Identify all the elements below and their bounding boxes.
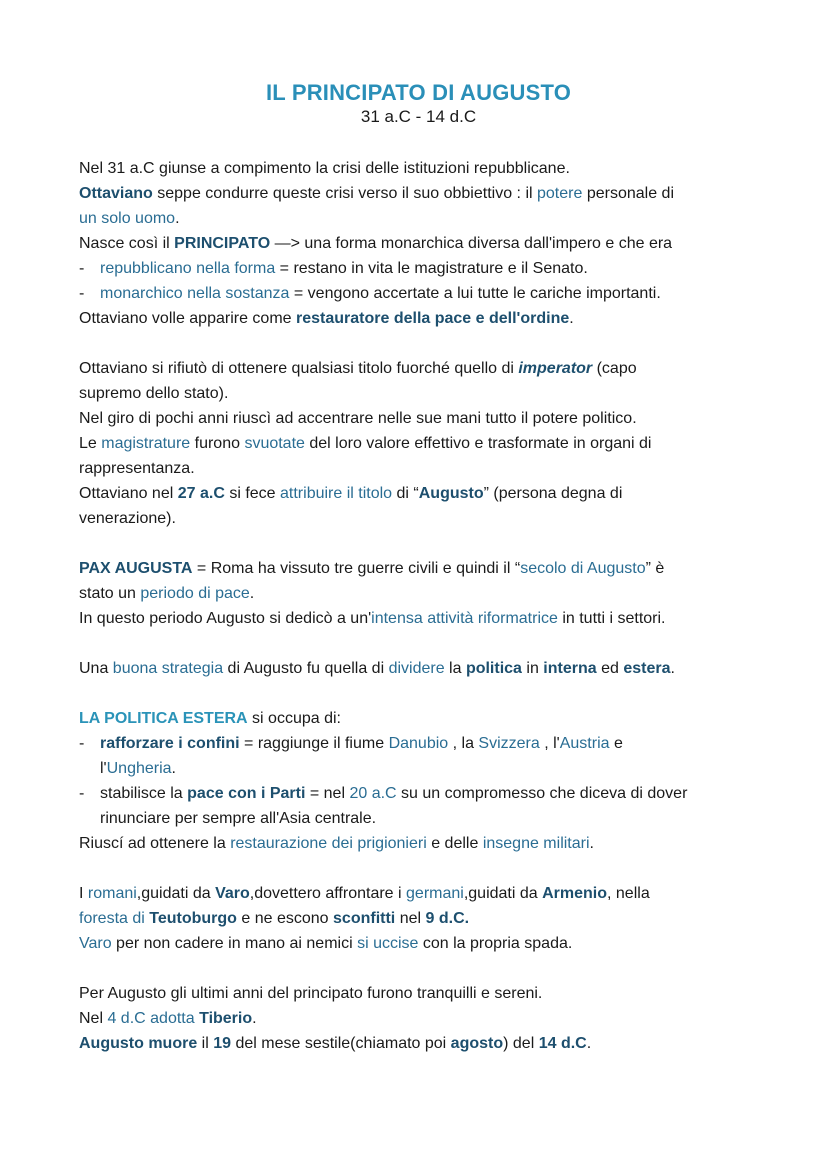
- paragraph-line: Nel 4 d.C adotta Tiberio.: [79, 1010, 257, 1027]
- paragraph-line: Augusto muore il 19 del mese sestile(chiamato poi agosto) del 14 d.C.: [79, 1035, 592, 1052]
- paragraph-line: Ottaviano volle apparire come restauratore della pace e dell'ordine.: [79, 310, 574, 327]
- document-body: [79, 156, 758, 1056]
- paragraph-line: Riuscí ad ottenere la restaurazione dei prigionieri e delle insegne militari.: [79, 835, 594, 852]
- paragraph-line: In questo periodo Augusto si dedicò a un'intensa attività riformatrice in tutti i settori.: [79, 610, 666, 627]
- paragraph-line: Ottaviano nel 27 a.C si fece attribuire il titolo di “Augusto” (persona degna di: [79, 485, 623, 502]
- paragraph-line: Nel giro di pochi anni riuscì ad accentrare nelle sue mani tutto il potere politico.: [79, 410, 637, 427]
- paragraph-line: Ottaviano seppe condurre queste crisi verso il suo obbiettivo : il potere personale di: [79, 185, 674, 202]
- paragraph-line: Nasce così il PRINCIPATO —> una forma monarchica diversa dall'impero e che era: [79, 235, 673, 252]
- list-item: - stabilisce la pace con i Parti = nel 20 a.C su un compromesso che diceva di dover rinunciare per sempre all'Asia centrale.: [79, 785, 688, 827]
- paragraph-line: rappresentanza.: [79, 460, 195, 477]
- paragraph-line: venerazione).: [79, 510, 176, 527]
- paragraph-line: I romani,guidati da Varo,dovettero affrontare i germani,guidati da Armenio, nella: [79, 885, 650, 902]
- list-item: - repubblicano nella forma = restano in vita le magistrature e il Senato.: [79, 260, 588, 277]
- page-subtitle: 31 a.C - 14 d.C: [360, 107, 477, 126]
- paragraph-line: stato un periodo di pace.: [79, 585, 255, 602]
- list-item: - rafforzare i confini = raggiunge il fiume Danubio , la Svizzera , l'Austria e l'Ungheria.: [79, 735, 623, 777]
- paragraph-line: Varo per non cadere in mano ai nemici si uccise con la propria spada.: [79, 935, 573, 952]
- paragraph-line: PAX AUGUSTA = Roma ha vissuto tre guerre civili e quindi il “secolo di Augusto” è: [79, 560, 665, 577]
- paragraph-line: Ottaviano si rifiutò di ottenere qualsiasi titolo fuorché quello di imperator (capo: [79, 360, 637, 377]
- paragraph-line: Nel 31 a.C giunse a compimento la crisi delle istituzioni repubblicane.: [79, 160, 570, 177]
- paragraph-line: Una buona strategia di Augusto fu quella di dividere la politica in interna ed estera.: [79, 660, 675, 677]
- list-item: - monarchico nella sostanza = vengono accertate a lui tutte le cariche importanti.: [79, 285, 661, 302]
- section-heading-line: LA POLITICA ESTERA si occupa di:: [79, 710, 341, 727]
- paragraph-line: foresta di Teutoburgo e ne escono sconfitti nel 9 d.C.: [79, 910, 470, 927]
- page-title: IL PRINCIPATO DI AUGUSTO: [265, 80, 572, 105]
- paragraph-line: Per Augusto gli ultimi anni del principato furono tranquilli e sereni.: [79, 985, 543, 1002]
- paragraph-line: Le magistrature furono svuotate del loro valore effettivo e trasformate in organi di: [79, 435, 652, 452]
- paragraph-line: supremo dello stato).: [79, 385, 229, 402]
- paragraph-line: un solo uomo.: [79, 210, 180, 227]
